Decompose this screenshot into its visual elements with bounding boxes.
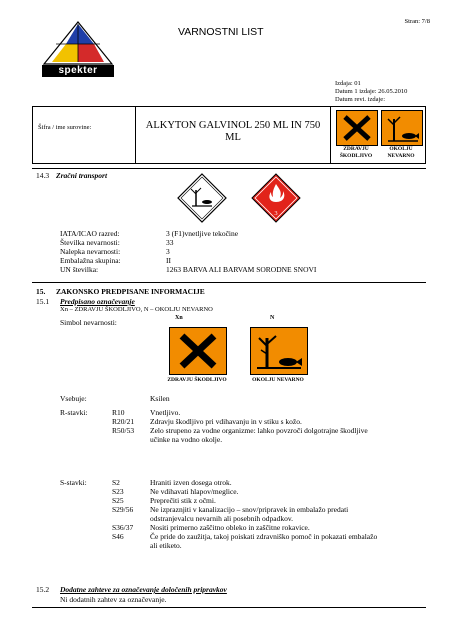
s-text: Nositi primerno zaščitno obleko in zaščitne rokavice. xyxy=(150,523,310,532)
r-phrases-label: R-stavki: xyxy=(60,408,88,417)
hazard-label-value: 3 xyxy=(166,247,170,256)
s-code: S36/37 xyxy=(112,523,134,532)
flammable-diamond-icon xyxy=(250,172,302,224)
flammable-class-number: 3 xyxy=(274,210,278,217)
environment-caption: OKOLJU NEVARNO xyxy=(387,146,415,159)
s-phrases-label: S-stavki: xyxy=(60,478,87,487)
logo-text: spekter xyxy=(42,65,114,77)
r-phrases-list xyxy=(112,408,432,444)
harmful-caption: ZDRAVJU ŠKODLJIVO xyxy=(339,146,373,159)
contains-label: Vsebuje: xyxy=(60,394,87,403)
packing-group-label: Embalažna skupina: xyxy=(60,256,121,265)
company-logo xyxy=(36,20,120,84)
r-code: R10 xyxy=(112,408,125,417)
section-15-number: 15. xyxy=(36,287,46,296)
air-transport-table xyxy=(60,229,440,274)
page-number: Stran: 7/8 xyxy=(404,18,430,25)
n-symbol-icon xyxy=(250,327,308,375)
s-text: Ne vdihavati hlapov/meglice. xyxy=(150,487,239,496)
packing-group-value: II xyxy=(166,256,171,265)
s-text: Ne izpraznjiti v kanalizacijo – snov/pripravek in embalažo predati odstranjevalcu nevarnih ali posebnih odpadkov. xyxy=(150,505,349,523)
section-15-1-number: 15.1 xyxy=(36,297,50,306)
s-phrases-list xyxy=(112,478,432,550)
r-code: R20/21 xyxy=(112,417,135,426)
product-label: Šifra / ime surovine: xyxy=(38,124,92,131)
un-number-label: UN številka: xyxy=(60,265,99,274)
n-code: N xyxy=(270,315,275,321)
s-code: S2 xyxy=(112,478,120,487)
issue-number: Izdaja: 01 xyxy=(335,80,361,87)
section-15-2-number: 15.2 xyxy=(36,585,50,594)
s-code: S25 xyxy=(112,496,124,505)
section-15-1-line: Xn – ZDRAVJU ŠKODLJIVO, N – OKOLJU NEVARNO xyxy=(60,306,213,313)
product-name: ALKYTON GALVINOL 250 ML IN 750 ML xyxy=(145,120,321,143)
un-number-value: 1263 BARVA ALI BARVAM SORODNE SNOVI xyxy=(166,265,317,274)
section-14-3-title: Zračni transport xyxy=(56,171,108,180)
contains-value: Ksilen xyxy=(150,394,170,403)
hazard-number-value: 33 xyxy=(166,238,174,247)
s-code: S23 xyxy=(112,487,124,496)
first-issue-date: Datum 1 izdaje: 26.05.2010 xyxy=(335,88,408,95)
symbol-label: Simbol nevarnosti: xyxy=(60,318,117,327)
s-text: Hraniti izven dosega otrok. xyxy=(150,478,232,487)
section-15-2-title: Dodatne zahteve za označevanje določenih pripravkov xyxy=(60,585,227,594)
n-caption: OKOLJU NEVARNO xyxy=(252,377,304,383)
section-15-title: ZAKONSKO PREDPISANE INFORMACIJE xyxy=(56,287,205,296)
xn-symbol-icon xyxy=(169,327,227,375)
r-text: Vnetljivo. xyxy=(150,408,181,417)
revision-date: Datum revi. izdaje: xyxy=(335,96,385,103)
harmful-x-icon xyxy=(336,110,378,146)
xn-caption: ZDRAVJU ŠKODLJIVO xyxy=(167,377,227,383)
iata-value: 3 (F1)vnetljive tekočine xyxy=(166,229,239,238)
iata-label: IATA/ICAO razred: xyxy=(60,229,120,238)
r-text: Zelo strupeno za vodne organizme: lahko povzroči dolgotrajne škodljive učinke na vodno okolje. xyxy=(150,426,368,444)
s-code: S46 xyxy=(112,532,124,541)
s-text: Če pride do zaužitja, takoj poiskati zdravniško pomoč in pokazati embalažo ali etiketo. xyxy=(150,532,378,550)
s-code: S29/56 xyxy=(112,505,134,514)
environment-diamond-icon xyxy=(176,172,228,224)
section-14-3-number: 14.3 xyxy=(36,171,50,180)
hazard-number-label: Številka nevarnosti: xyxy=(60,238,120,247)
hazard-label-label: Nalepka nevarnosti: xyxy=(60,247,121,256)
section-15-1-title: Predpisano označevanje xyxy=(60,297,135,306)
r-text: Zdravju škodljivo pri vdihavanju in v stiku s kožo. xyxy=(150,417,302,426)
section-15-2-line: Ni dodatnih zahtev za označevanje. xyxy=(60,595,167,604)
s-text: Preprečiti stik z očmi. xyxy=(150,496,216,505)
r-code: R50/53 xyxy=(112,426,135,435)
document-title: VARNOSTNI LIST xyxy=(178,26,264,38)
xn-code: Xn xyxy=(175,315,183,321)
dead-tree-fish-icon xyxy=(381,110,423,146)
